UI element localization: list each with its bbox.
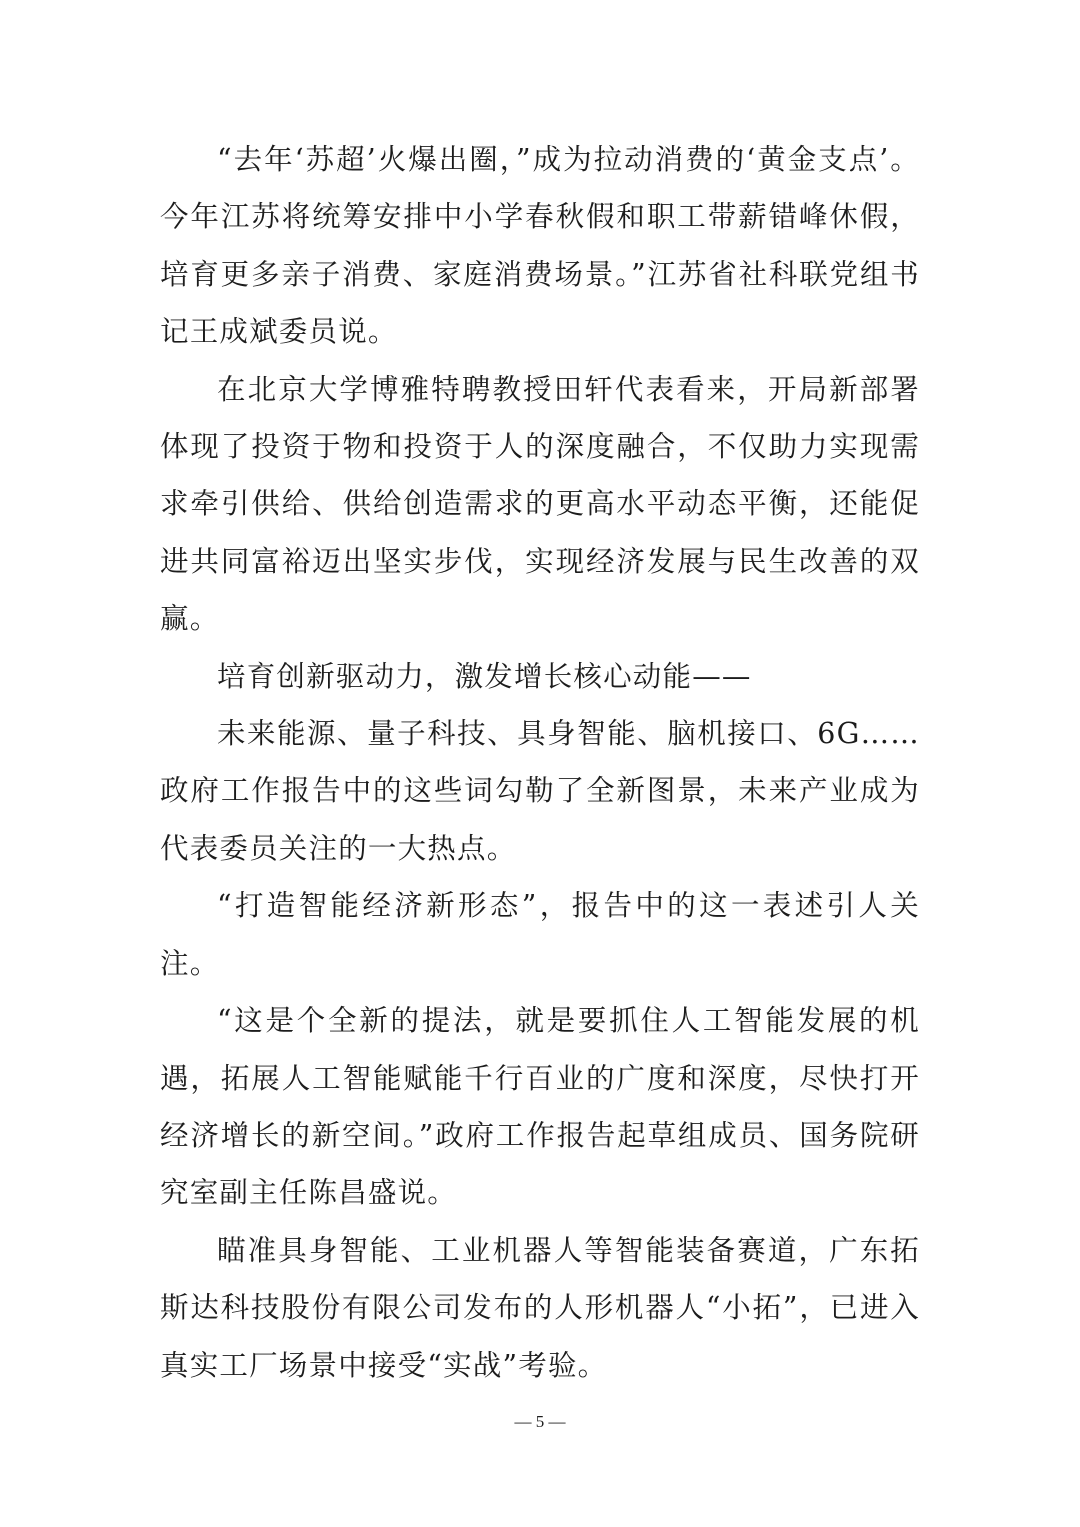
paragraph-future-industries: 未来能源、量子科技、具身智能、脑机接口、6G……政府工作报告中的这些词勾勒了全新图景，未来产业成为代表委员关注的一大热点。 — [160, 717, 920, 865]
paragraph-smart-economy: “打造智能经济新形态”，报告中的这一表述引人关注。 — [160, 889, 920, 980]
paragraph-topstar-robot: 瞄准具身智能、工业机器人等智能装备赛道，广东拓斯达科技股份有限公司发布的人形机器人“小拓”，已进入真实工厂场景中接受“实战”考验。 — [160, 1233, 920, 1382]
paragraph-su-chao-quote: “去年‘苏超’火爆出圈，”成为拉动消费的‘黄金支点’。今年江苏将统筹安排中小学春秋假和职工带薪错峰休假，培育更多亲子消费、家庭消费场景。”江苏省社科联党组书记王成斌委员说。 — [160, 143, 920, 349]
body-text — [160, 131, 920, 1394]
paragraph-chen-changsheng-quote: “这是个全新的提法，就是要抓住人工智能发展的机遇，拓展人工智能赋能千行百业的广度和深度，尽快打开经济增长的新空间。”政府工作报告起草组成员、国务院研究室副主任陈昌盛说。 — [160, 1004, 920, 1210]
paragraph-innovation-heading: 培育创新驱动力，激发增长核心动能—— — [217, 659, 752, 693]
paragraph-tian-xuan-view: 在北京大学博雅特聘教授田轩代表看来，开局新部署体现了投资于物和投资于人的深度融合，不仅助力实现需求牵引供给、供给创造需求的更高水平动态平衡，还能促进共同富裕迈出坚实步伐，实现经济发展与民生改善的双赢。 — [160, 372, 920, 636]
page-number: — 5 — — [514, 1412, 566, 1431]
